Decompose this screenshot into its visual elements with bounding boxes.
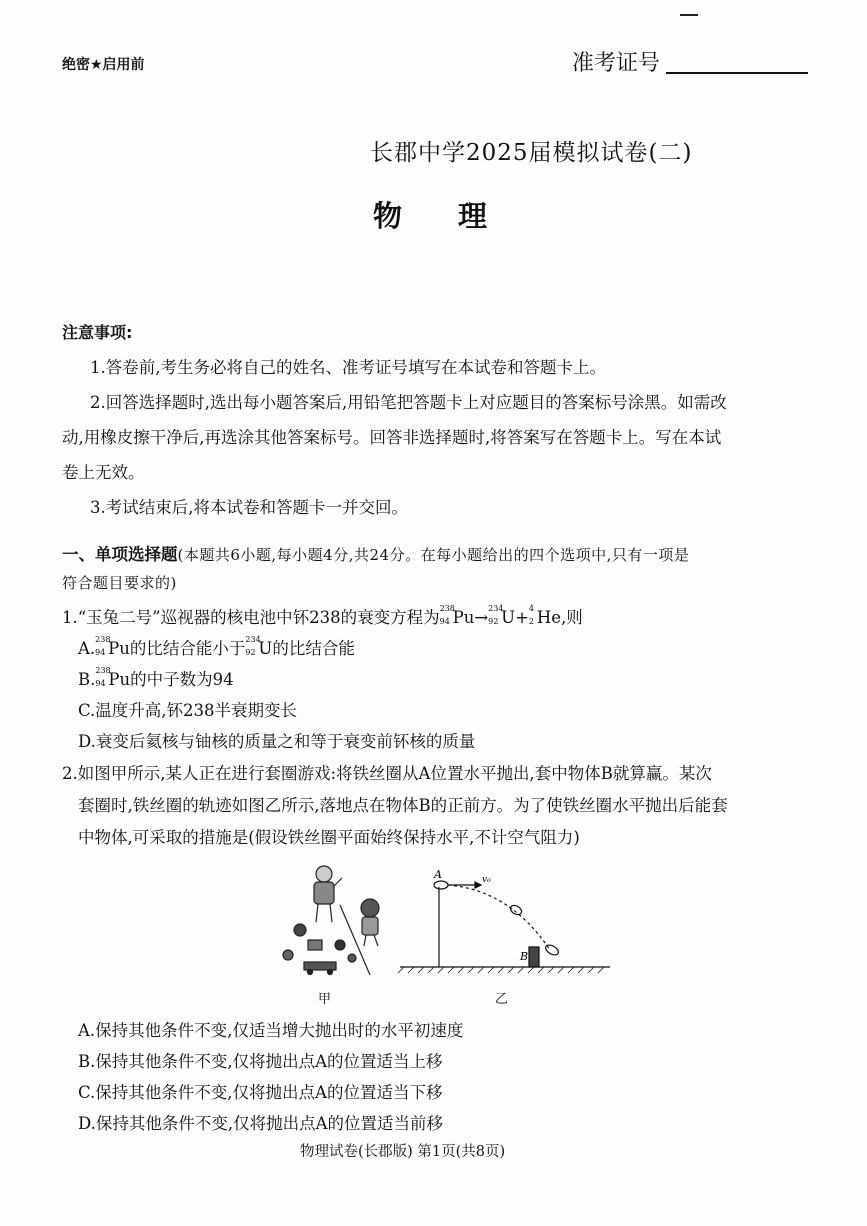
u-mass: 234 [488, 604, 504, 613]
ring-at-a [434, 881, 448, 889]
scan-mark [680, 14, 698, 16]
q1-option-b[interactable] [78, 666, 234, 690]
page-footer: 物理试卷(长郡版) 第1页(共8页) [300, 1144, 506, 1160]
pu-charge: 94 [439, 617, 450, 626]
pu-charge: 94 [95, 648, 106, 657]
u-nuclide [488, 604, 516, 627]
ground-hatch [398, 967, 604, 973]
q1-option-a-end: 的比结合能 [272, 639, 355, 658]
trajectory-diagram [398, 881, 610, 973]
pu-mass: 238 [95, 635, 111, 644]
label-b: B [520, 950, 529, 963]
q2-figure-svg [280, 860, 620, 985]
q1-option-b-letter: B. [78, 670, 96, 689]
q1-option-a[interactable] [78, 635, 355, 659]
u-nuclide [245, 635, 273, 658]
q2-option-c[interactable]: C.保持其他条件不变,仅将抛出点A的位置适当下移 [78, 1083, 443, 1102]
label-a: A [434, 868, 442, 881]
q1-stem-end: ,则 [561, 608, 583, 627]
notice-item-3: 3.考试结束后,将本试卷和答题卡一并交回。 [90, 498, 408, 517]
q1-option-c[interactable]: C.温度升高,钚238半衰期变长 [78, 701, 298, 720]
notice-item-2-line-3: 卷上无效。 [62, 463, 145, 482]
exam-title: 长郡中学2025届模拟试卷(二) [370, 140, 693, 166]
q1-option-d[interactable]: D.衰变后氦核与铀核的质量之和等于衰变前钚核的质量 [78, 732, 476, 751]
notice-item-1: 1.答卷前,考生务必将自己的姓名、准考证号填写在本试卷和答题卡上。 [90, 358, 606, 377]
ring-landing [544, 943, 560, 957]
exam-number-label: 准考证号 [572, 51, 661, 76]
scene-illustration [283, 866, 379, 975]
u-charge: 92 [245, 648, 256, 657]
u-symbol: U [258, 639, 273, 658]
pu-nuclide [95, 635, 130, 658]
pu-nuclide [95, 666, 131, 689]
q1-option-a-letter: A. [78, 639, 96, 658]
subject-title: 物理 [373, 199, 544, 233]
exam-number-field[interactable] [666, 72, 808, 74]
q2-stem-line-1: 2.如图甲所示,某人正在进行套圈游戏:将铁丝圈从A位置水平抛出,套中物体B就算赢。某次 [62, 764, 712, 783]
caption-yi: 乙 [495, 992, 509, 1007]
section1-heading-line [62, 541, 689, 565]
section1-desc-2: 符合题目要求的) [62, 574, 177, 592]
q2-figure [280, 860, 620, 985]
he-mass: 4 [528, 604, 534, 613]
q1-option-b-end: 的中子数为94 [130, 670, 234, 689]
plus-sign: + [515, 608, 529, 627]
pu-symbol: Pu [108, 639, 130, 658]
trajectory-curve [448, 885, 550, 950]
q1-stem [62, 604, 583, 628]
pu-symbol: Pu [452, 608, 475, 627]
section1-heading: 一、单项选择题 [62, 545, 178, 564]
pu-mass: 238 [439, 604, 455, 613]
ring-mid [509, 904, 523, 917]
notice-item-2-line-2: 动,用橡皮擦干净后,再选涂其他答案标号。回答非选择题时,将答案写在答题卡上。写在本试 [62, 428, 722, 447]
secret-label: 绝密★启用前 [62, 57, 145, 73]
u-charge: 92 [488, 617, 499, 626]
notice-heading: 注意事项: [62, 323, 133, 342]
he-nuclide [528, 604, 562, 627]
q2-option-a[interactable]: A.保持其他条件不变,仅适当增大抛出时的水平初速度 [78, 1021, 464, 1040]
decay-arrow: → [474, 608, 489, 627]
object-b [529, 947, 539, 967]
velocity-arrowhead [475, 882, 481, 888]
q2-option-d[interactable]: D.保持其他条件不变,仅将抛出点A的位置适当前移 [78, 1114, 444, 1133]
caption-jia: 甲 [318, 992, 332, 1007]
q1-stem-text: 1.“玉兔二号”巡视器的核电池中钚238的衰变方程为 [62, 608, 440, 627]
pu-symbol: Pu [108, 670, 131, 689]
he-symbol: He [536, 608, 562, 627]
label-v0: v₀ [482, 875, 491, 885]
he-charge: 2 [528, 617, 534, 626]
q2-option-b[interactable]: B.保持其他条件不变,仅将抛出点A的位置适当上移 [78, 1052, 443, 1071]
pu-mass: 238 [95, 666, 111, 675]
u-mass: 234 [245, 635, 261, 644]
q2-stem-line-2: 套圈时,铁丝圈的轨迹如图乙所示,落地点在物体B的正前方。为了使铁丝圈水平抛出后能套 [78, 796, 728, 815]
pu-nuclide [439, 604, 475, 627]
u-symbol: U [501, 608, 516, 627]
q2-stem-line-3: 中物体,可采取的措施是(假设铁丝圈平面始终保持水平,不计空气阻力) [78, 828, 580, 847]
q1-option-a-mid: 的比结合能小于 [129, 639, 246, 658]
section1-desc-1: (本题共6小题,每小题4分,共24分。在每小题给出的四个选项中,只有一项是 [177, 546, 690, 564]
notice-item-2-line-1: 2.回答选择题时,选出每小题答案后,用铅笔把答题卡上对应题目的答案标号涂黑。如需改 [90, 393, 727, 412]
pu-charge: 94 [95, 679, 106, 688]
